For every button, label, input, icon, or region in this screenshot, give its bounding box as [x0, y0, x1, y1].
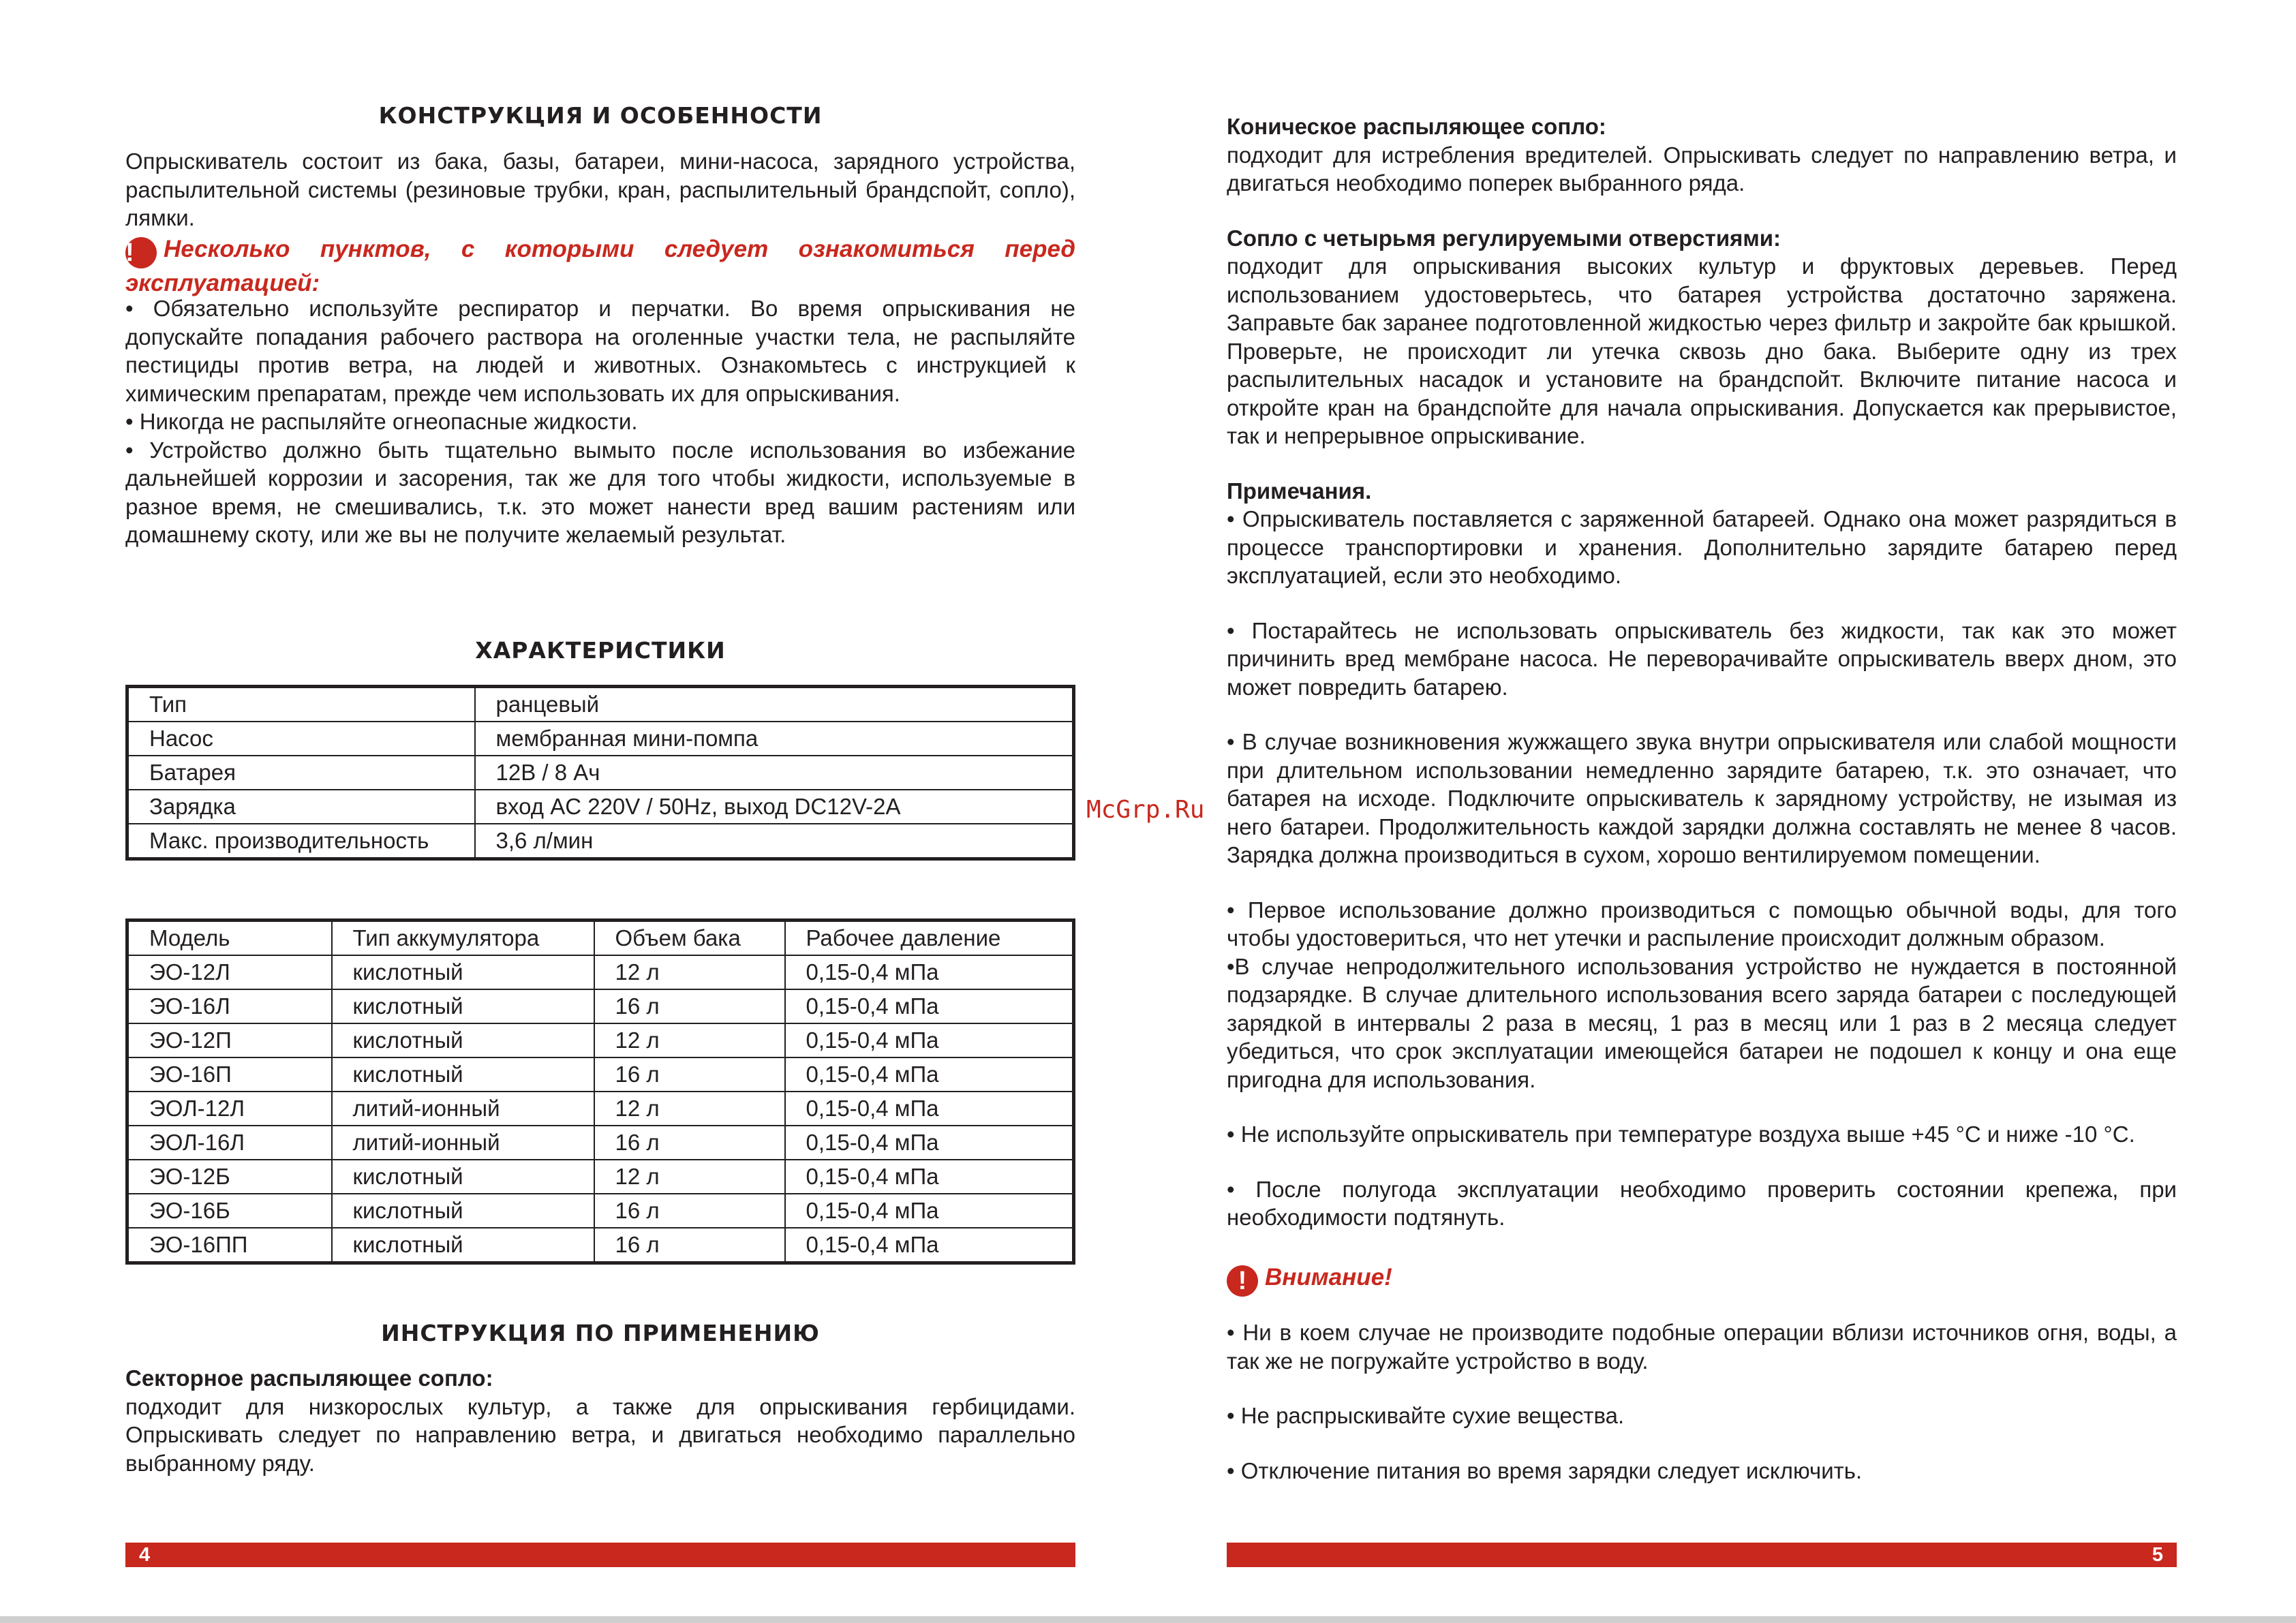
warning-text: Несколько пунктов, с которыми следует ознакомиться перед эксплуатацией: — [125, 236, 1075, 296]
table-row — [127, 1126, 1074, 1160]
tank-cell: 16 л — [594, 1126, 785, 1160]
table-row — [127, 955, 1074, 989]
spec-value: 3,6 л/мин — [475, 824, 1074, 859]
sector-nozzle-block — [125, 1364, 1075, 1477]
tank-cell: 12 л — [594, 1160, 785, 1194]
tank-cell: 12 л — [594, 955, 785, 989]
specs-table — [125, 685, 1075, 861]
model-cell: ЭО-12Б — [127, 1160, 332, 1194]
battery-cell: литий-ионный — [332, 1092, 594, 1126]
spec-label: Насос — [127, 722, 475, 756]
spec-label: Зарядка — [127, 790, 475, 824]
sector-nozzle-title: Секторное распыляющее сопло: — [125, 1365, 493, 1391]
tank-cell: 12 л — [594, 1023, 785, 1057]
four-hole-nozzle-title: Сопло с четырьмя регулируемыми отверстиями: — [1227, 225, 1781, 251]
spec-value: ранцевый — [475, 687, 1074, 722]
bottom-divider — [0, 1616, 2296, 1623]
table-row — [127, 989, 1074, 1023]
battery-cell: кислотный — [332, 1194, 594, 1228]
tank-cell: 16 л — [594, 1228, 785, 1263]
model-cell: ЭО-16Б — [127, 1194, 332, 1228]
footer-bar-left — [125, 1543, 1075, 1567]
intro-text: Опрыскиватель состоит из бака, базы, батареи, мини-насоса, зарядного устройства, распылительной системы (резиновые трубки, кран, распылительный брандспойт, сопло), лямки. — [125, 149, 1075, 230]
attention-title: Внимание! — [1265, 1264, 1392, 1290]
table-row — [127, 756, 1074, 790]
tank-cell: 16 л — [594, 1194, 785, 1228]
half-year-note: • После полугода эксплуатации необходимо проверить состоянии крепежа, при необходимости подтянуть. — [1227, 1176, 2177, 1230]
pressure-cell: 0,15-0,4 мПа — [785, 955, 1074, 989]
safety-bullets — [125, 294, 1075, 549]
pressure-cell: 0,15-0,4 мПа — [785, 1023, 1074, 1057]
footer-bar-right — [1227, 1543, 2177, 1567]
table-header-row — [127, 921, 1074, 956]
pressure-cell: 0,15-0,4 мПа — [785, 989, 1074, 1023]
warning-notice — [125, 234, 1075, 298]
battery-cell: кислотный — [332, 1228, 594, 1263]
pressure-cell: 0,15-0,4 мПа — [785, 1160, 1074, 1194]
bullet-item: • Устройство должно быть тщательно вымыто после использования во избежание дальнейшей коррозии и засорения, так же для того чтобы жидкости, используемые в разное время, не смешивались, т.к. это может нанести вред вашим растениям или домашнему скоту, или же вы не получите желаемый результат. — [125, 437, 1075, 547]
spec-label: Тип — [127, 687, 475, 722]
column-header: Объем бака — [594, 921, 785, 956]
table-row — [127, 722, 1074, 756]
table-row — [127, 1092, 1074, 1126]
model-cell: ЭОЛ-12Л — [127, 1092, 332, 1126]
attention-item: • Ни в коем случае не производите подобные операции вблизи источников огня, воды, а так же не погружайте устройство в воду. — [1227, 1320, 2177, 1374]
tank-cell: 12 л — [594, 1092, 785, 1126]
table-row — [127, 687, 1074, 722]
column-header: Тип аккумулятора — [332, 921, 594, 956]
temperature-note: • Не используйте опрыскиватель при температуре воздуха выше +45 °С и ниже -10 °С. — [1227, 1122, 2135, 1147]
page-number: 5 — [2152, 1544, 2163, 1566]
model-cell: ЭО-12Л — [127, 955, 332, 989]
model-cell: ЭО-16П — [127, 1057, 332, 1092]
table-row — [127, 1057, 1074, 1092]
spec-label: Макс. производительность — [127, 824, 475, 859]
tank-cell: 16 л — [594, 989, 785, 1023]
bullet-item: • Никогда не распыляйте огнеопасные жидкости. — [125, 409, 638, 434]
watermark: McGrp.Ru — [1086, 796, 1205, 824]
table-row — [127, 1023, 1074, 1057]
construction-intro — [125, 147, 1075, 232]
notes-title: Примечания. — [1227, 478, 1372, 504]
spec-value: вход AC 220V / 50Hz, выход DC12V-2A — [475, 790, 1074, 824]
four-hole-nozzle-text: подходит для опрыскивания высоких культур и фруктовых деревьев. Перед использованием удостоверьтесь, что батарея устройства достаточно заряжена. Заправьте бак заранее подготовленной жидкостью через фильтр и закройте бак крышкой. Проверьте, не происходит ли утечка сквозь дно бака. Выберите одну из трех распылительных насадок и установите на брандспойт. Включите питание насоса и откройте кран на брандспойте для начала опрыскивания. Допускается как прерывистое, так и непрерывное опрыскивание. — [1227, 253, 2177, 448]
note-item: • В случае возникновения жужжащего звука внутри опрыскивателя или слабой мощности при длительном использовании немедленно зарядите батарею, т.к. это означает, что батарея на исходе. Подключите опрыскиватель к зарядному устройству, не изымая из него батареи. Продолжительность каждой зарядки должна составлять не менее 8 часов. Зарядка должна производиться в сухом, хорошо вентилируемом помещении. — [1227, 729, 2177, 867]
note-item: • Постарайтесь не использовать опрыскиватель без жидкости, так как это может причинить вред мембране насоса. Не переворачивайте опрыскиватель вверх дном, это может повредить батарею. — [1227, 617, 2177, 700]
pressure-cell: 0,15-0,4 мПа — [785, 1194, 1074, 1228]
conical-nozzle-text: подходит для истребления вредителей. Опрыскивать следует по направлению ветра, и двигаться необходимо поперек выбранного ряда. — [1227, 142, 2177, 196]
model-cell: ЭО-12П — [127, 1023, 332, 1057]
model-cell: ЭО-16ПП — [127, 1228, 332, 1263]
note-item: • Опрыскиватель поставляется с заряженной батареей. Однако она может разрядиться в процессе транспортировки и хранения. Дополнительно зарядите батарею перед эксплуатацией, если это необходимо. — [1227, 506, 2177, 588]
battery-cell: кислотный — [332, 1023, 594, 1057]
table-row — [127, 1160, 1074, 1194]
short-use-note: •В случае непродолжительного использования устройство не нуждается в постоянной подзарядке. В случае длительного использования всего заряда батареи с последующей зарядкой в интервалы 2 раза в месяц, 1 раз в месяц или 1 раз в 2 месяца следует убедиться, что срок эксплуатации имеющейся батареи не подошел к концу и она еще пригодна для использования. — [1227, 953, 2177, 1092]
pressure-cell: 0,15-0,4 мПа — [785, 1126, 1074, 1160]
battery-cell: кислотный — [332, 989, 594, 1023]
section-title-construction: КОНСТРУКЦИЯ И ОСОБЕННОСТИ — [378, 102, 823, 129]
bullet-item: • Обязательно используйте респиратор и перчатки. Во время опрыскивания не допускайте попадания рабочего раствора на оголенные участки тела, не распыляйте пестициды против ветра, на людей и животных. Ознакомьтесь с инструкцией к химическим препаратам, прежде чем использовать их для опрыскивания. — [125, 296, 1075, 406]
column-header: Рабочее давление — [785, 921, 1074, 956]
first-use-note: • Первое использование должно производиться с помощью обычной воды, для того чтобы удостовериться, что нет утечки и распыление происходит должным образом. — [1227, 897, 2177, 950]
battery-cell: кислотный — [332, 1057, 594, 1092]
page-number: 4 — [139, 1544, 151, 1566]
sector-nozzle-text: подходит для низкорослых культур, а также для опрыскивания гербицидами. Опрыскивать следует по направлению ветра, и двигаться необходимо параллельно выбранному ряду. — [125, 1393, 1075, 1476]
table-row — [127, 790, 1074, 824]
attention-notice — [1227, 1262, 1392, 1297]
right-page-content — [1227, 112, 2177, 1232]
spec-value: мембранная мини-помпа — [475, 722, 1074, 756]
battery-cell: кислотный — [332, 955, 594, 989]
models-table — [125, 918, 1075, 1265]
table-row — [127, 1194, 1074, 1228]
model-cell: ЭО-16Л — [127, 989, 332, 1023]
conical-nozzle-title: Коническое распыляющее сопло: — [1227, 114, 1606, 139]
battery-cell: литий-ионный — [332, 1126, 594, 1160]
section-title-instructions: ИНСТРУКЦИЯ ПО ПРИМЕНЕНИЮ — [381, 1320, 820, 1346]
spec-value: 12В / 8 Ач — [475, 756, 1074, 790]
exclamation-icon: ! — [1227, 1265, 1258, 1297]
tank-cell: 16 л — [594, 1057, 785, 1092]
attention-items — [1227, 1318, 2177, 1485]
section-title-specs: ХАРАКТЕРИСТИКИ — [475, 637, 726, 664]
pressure-cell: 0,15-0,4 мПа — [785, 1092, 1074, 1126]
table-row — [127, 1228, 1074, 1263]
spec-label: Батарея — [127, 756, 475, 790]
table-row — [127, 824, 1074, 859]
battery-cell: кислотный — [332, 1160, 594, 1194]
pressure-cell: 0,15-0,4 мПа — [785, 1228, 1074, 1263]
attention-item: • Отключение питания во время зарядки следует исключить. — [1227, 1457, 1863, 1483]
attention-item: • Не распрыскивайте сухие вещества. — [1227, 1403, 1625, 1428]
column-header: Модель — [127, 921, 332, 956]
model-cell: ЭОЛ-16Л — [127, 1126, 332, 1160]
pressure-cell: 0,15-0,4 мПа — [785, 1057, 1074, 1092]
exclamation-icon: ! — [125, 237, 157, 268]
